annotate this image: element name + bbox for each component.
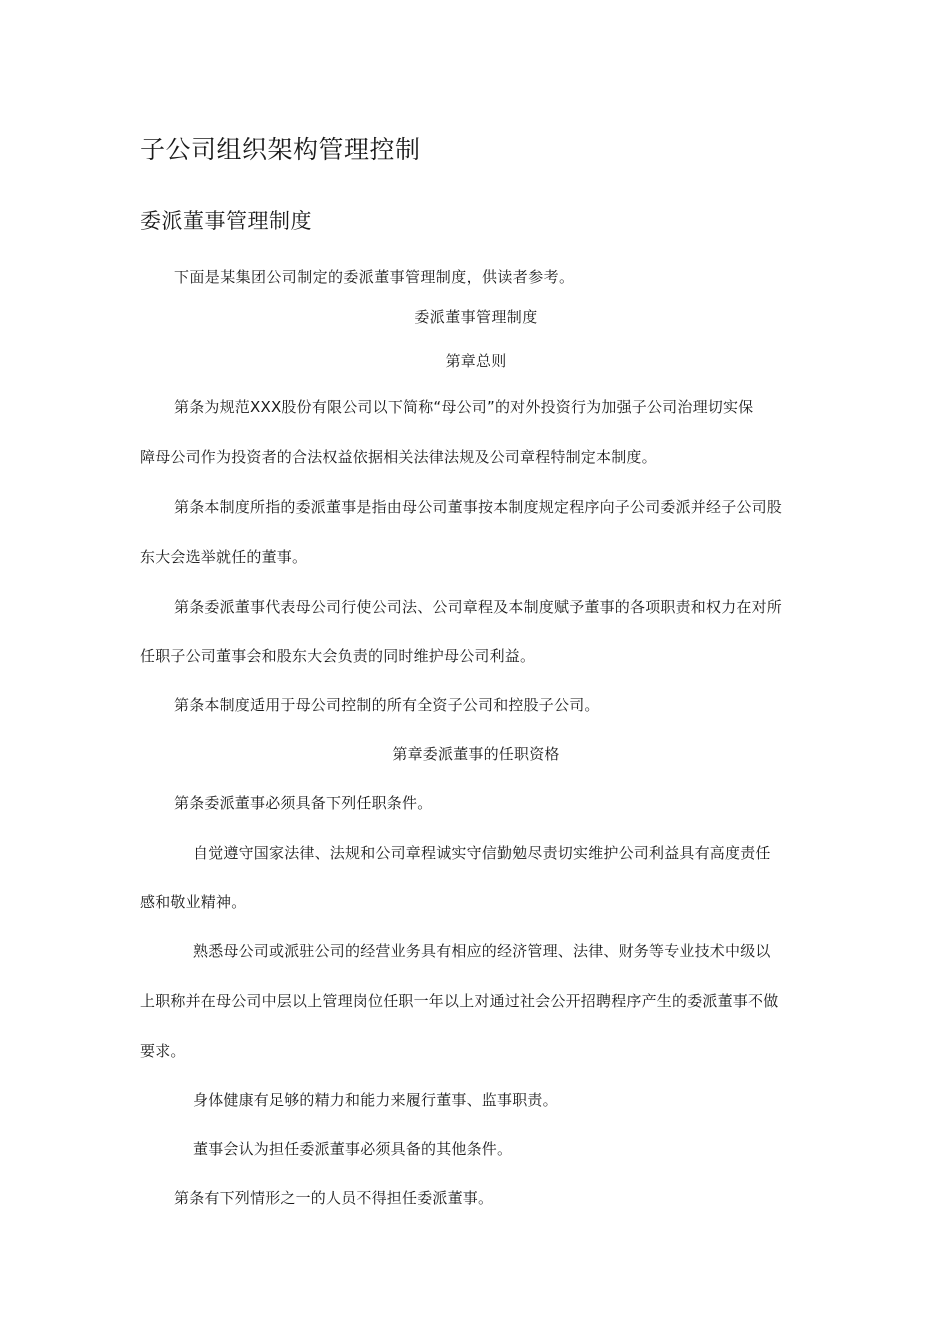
document-title: 子公司组织架构管理控制 xyxy=(140,135,421,164)
condition-4-line-1: 董事会认为担任委派董事必须具备的其他条件。 xyxy=(193,1140,513,1158)
condition-1-line-1: 自觉遵守国家法律、法规和公司章程诚实守信勤勉尽责切实维护公司利益具有高度责任 xyxy=(193,844,771,862)
article-1-line-1: 第条为规范XXX股份有限公司以下简称“母公司”的对外投资行为加强子公司治理切实保 xyxy=(174,398,754,416)
condition-2-line-2: 上职称并在母公司中层以上管理岗位任职一年以上对通过社会公开招聘程序产生的委派董事不做 xyxy=(140,992,779,1010)
article-4-line-1: 第条本制度适用于母公司控制的所有全资子公司和控股子公司。 xyxy=(174,696,600,714)
article-6-line-1: 第条有下列情形之一的人员不得担任委派董事。 xyxy=(174,1189,494,1207)
article-5-line-1: 第条委派董事必须具备下列任职条件。 xyxy=(174,794,433,812)
condition-2-line-1: 熟悉母公司或派驻公司的经营业务具有相应的经济管理、法律、财务等专业技术中级以 xyxy=(193,942,771,960)
article-3-line-1: 第条委派董事代表母公司行使公司法、公司章程及本制度赋予董事的各项职责和权力在对所 xyxy=(174,598,783,616)
condition-2-line-3: 要求。 xyxy=(140,1042,186,1060)
intro-paragraph: 下面是某集团公司制定的委派董事管理制度，供读者参考。 xyxy=(174,268,575,286)
article-2-line-2: 东大会选举就任的董事。 xyxy=(140,548,308,566)
article-1-line-2: 障母公司作为投资者的合法权益依据相关法律法规及公司章程特制定本制度。 xyxy=(140,448,657,466)
condition-1-line-2: 感和敬业精神。 xyxy=(140,893,247,911)
regulation-title: 委派董事管理制度 xyxy=(414,308,538,326)
condition-3-line-1: 身体健康有足够的精力和能力来履行董事、监事职责。 xyxy=(193,1091,558,1109)
article-3-line-2: 任职子公司董事会和股东大会负责的同时维护母公司利益。 xyxy=(140,647,536,665)
chapter-2-heading: 第章委派董事的任职资格 xyxy=(392,745,560,763)
chapter-1-heading: 第章总则 xyxy=(445,352,507,370)
document-subtitle: 委派董事管理制度 xyxy=(140,209,312,233)
article-2-line-1: 第条本制度所指的委派董事是指由母公司董事按本制度规定程序向子公司委派并经子公司股 xyxy=(174,498,783,516)
